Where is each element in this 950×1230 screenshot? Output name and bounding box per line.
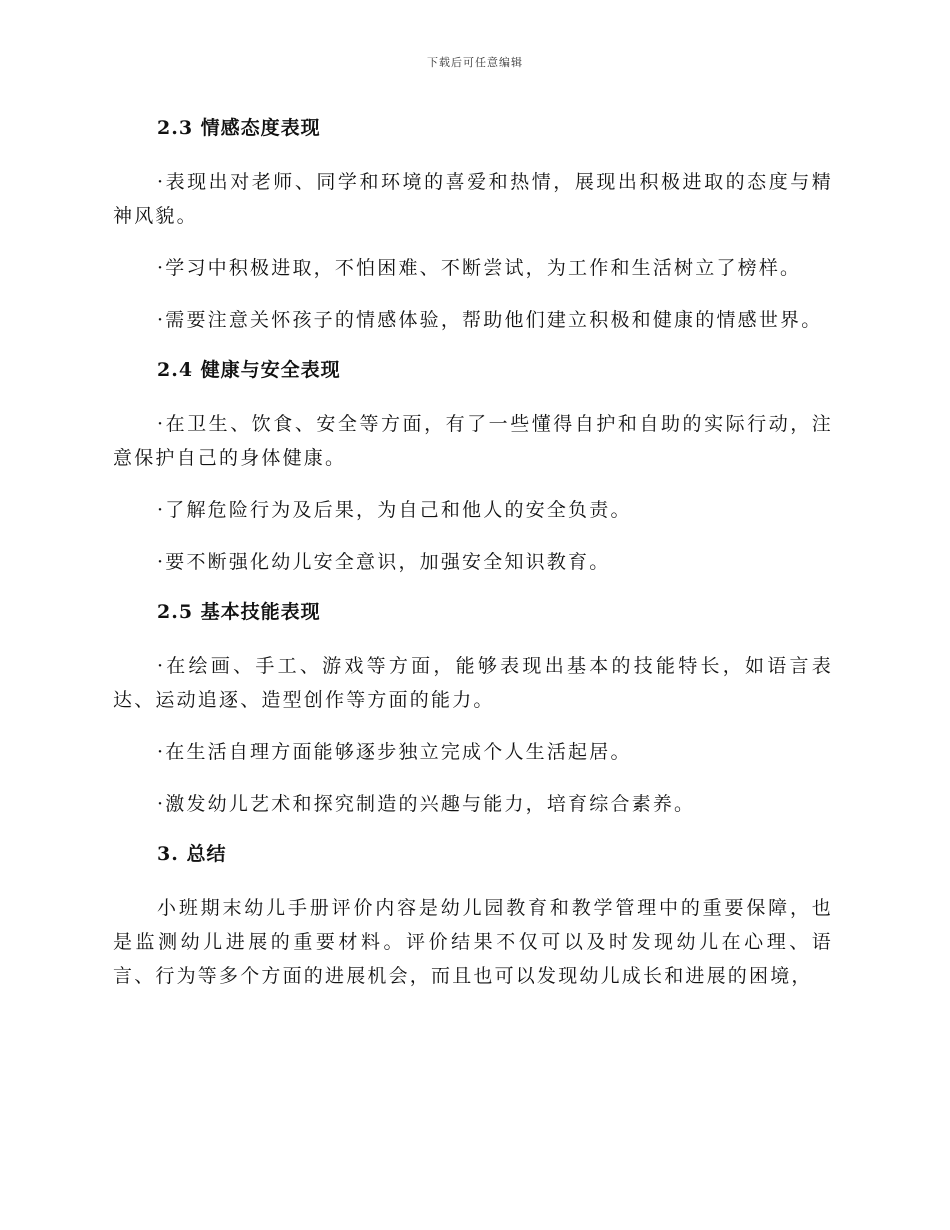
paragraph: 小班期末幼儿手册评价内容是幼儿园教育和教学管理中的重要保障，也是监测幼儿进展的重要材料。评价结果不仅可以及时发现幼儿在心理、语言、行为等多个方面的进展机会，而且也可以发现幼儿成长和进展的困境， [113, 897, 833, 987]
section-heading-2-5: 2.5 基本技能表现 [157, 601, 321, 623]
paragraph: ·在绘画、手工、游戏等方面，能够表现出基本的技能特长，如语言表达、运动追逐、造型创作等方面的能力。 [113, 655, 833, 711]
section-heading-2-4: 2.4 健康与安全表现 [157, 359, 341, 381]
section-heading-3: 3. 总结 [157, 843, 227, 865]
paragraph: ·学习中积极进取，不怕困难、不断尝试，为工作和生活树立了榜样。 [157, 257, 802, 279]
paragraph: ·激发幼儿艺术和探究制造的兴趣与能力，培育综合素养。 [157, 793, 696, 815]
paragraph: ·表现出对老师、同学和环境的喜爱和热情，展现出积极进取的态度与精神风貌。 [113, 171, 833, 227]
paragraph: ·在卫生、饮食、安全等方面，有了一些懂得自护和自助的实际行动，注意保护自己的身体健康。 [113, 413, 833, 469]
paragraph: ·需要注意关怀孩子的情感体验，帮助他们建立积极和健康的情感世界。 [157, 309, 823, 331]
paragraph: ·要不断强化幼儿安全意识，加强安全知识教育。 [157, 551, 611, 573]
paragraph: ·了解危险行为及后果，为自己和他人的安全负责。 [157, 499, 632, 521]
paragraph: ·在生活自理方面能够逐步独立完成个人生活起居。 [157, 741, 632, 763]
document-body [113, 113, 833, 993]
section-heading-2-3: 2.3 情感态度表现 [157, 117, 321, 139]
page-header: 下载后可任意编辑 [427, 56, 523, 69]
